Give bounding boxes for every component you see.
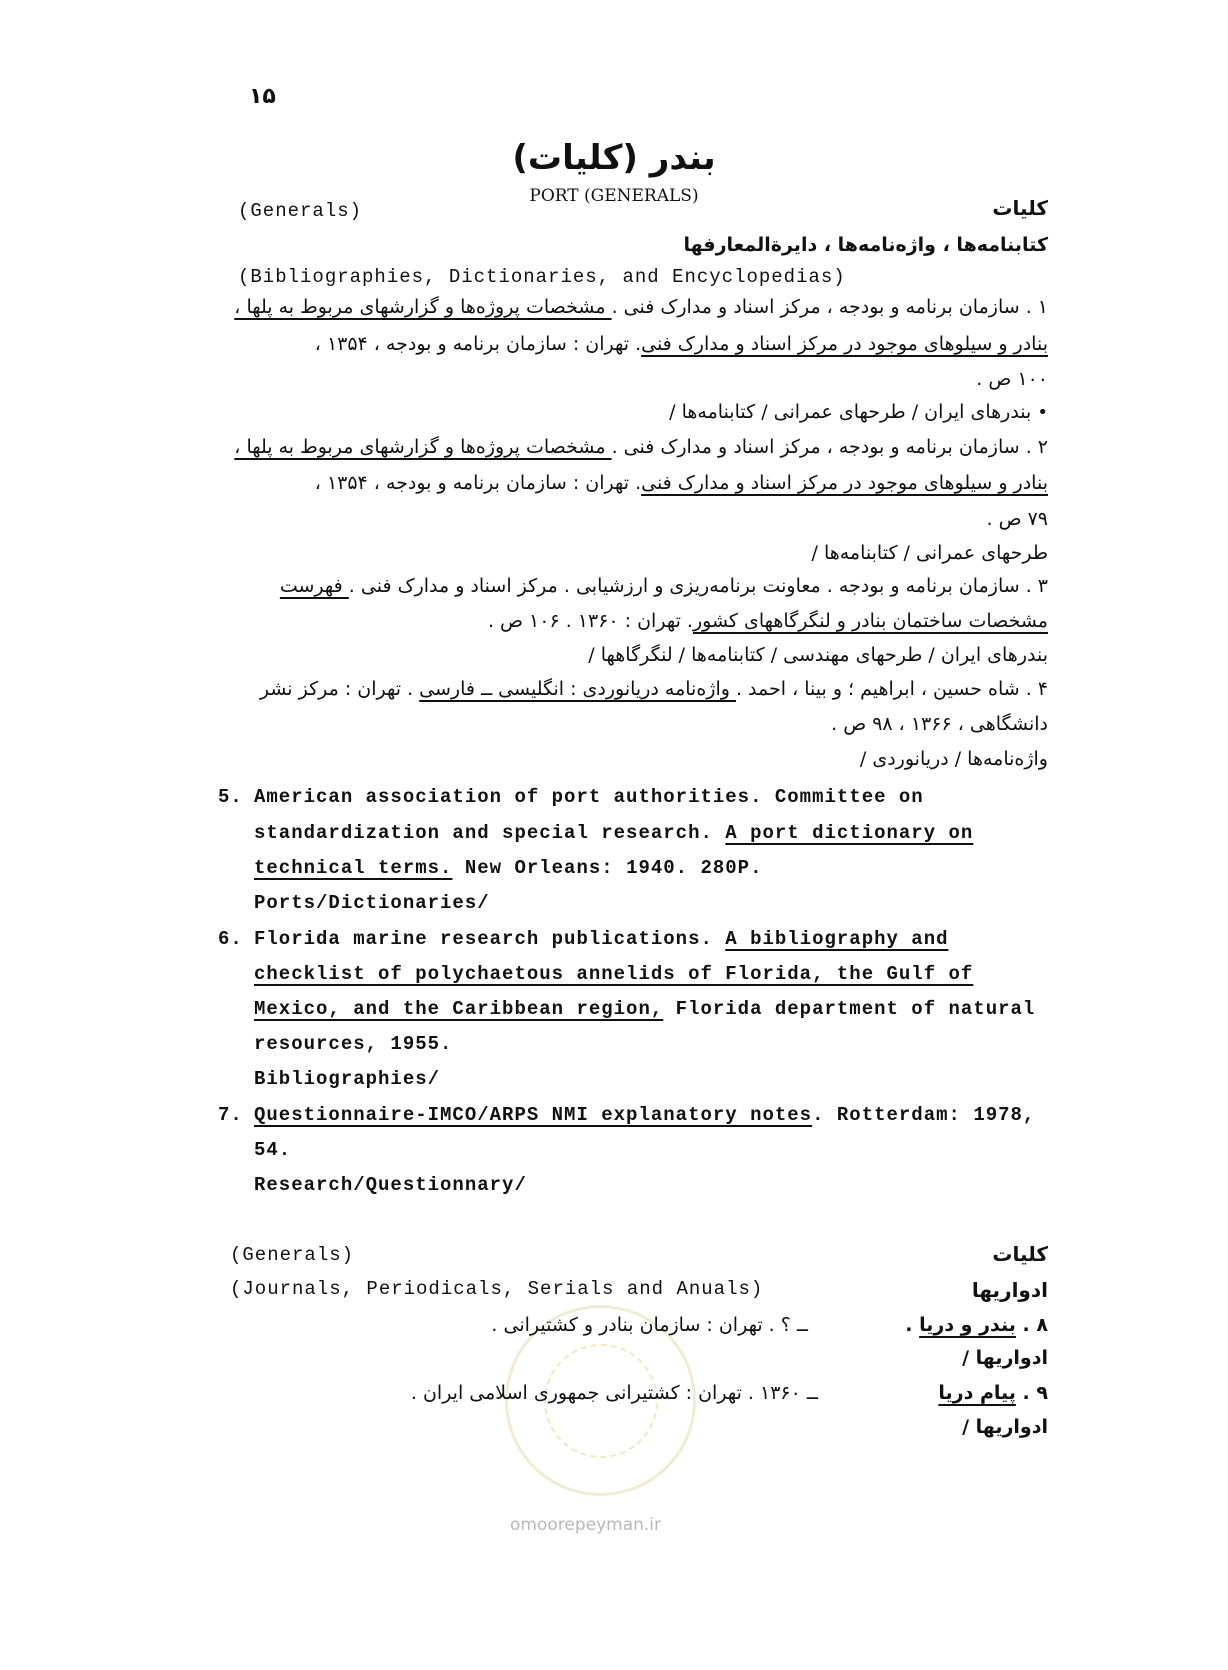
entry-1-title-b: بنادر و سیلوهای موجود در مرکز اسناد و مدارک فنی bbox=[641, 333, 1048, 355]
entry-4-line-2: دانشگاهی ، ۱۳۶۶ ، ۹۸ ص . bbox=[831, 713, 1048, 735]
periodical-8-imprint: ــ ؟ . تهران : سازمان بنادر و کشتیرانی . bbox=[491, 1314, 808, 1336]
entry-5-line-2: standardization and special research. A port dictionary on bbox=[254, 822, 974, 844]
entry-6-line-4: resources, 1955. bbox=[254, 1033, 453, 1055]
entry-5-subjects: Ports/Dictionaries/ bbox=[254, 892, 490, 914]
periodical-9-title: ۹ . پیام دریا bbox=[938, 1382, 1048, 1404]
entry-4-line-1: ۴ . شاه حسین ، ابراهیم ؛ و بینا ، احمد . واژه‌نامه دریانوردی : انگلیسی ــ فارسی . تهران : مرکز نشر bbox=[259, 678, 1048, 700]
entry-6-title-b: checklist of polychaetous annelids of Florida, the Gulf of bbox=[254, 963, 974, 985]
entry-3-title-b: مشخصات ساختمان بنادر و لنگرگاههای کشور bbox=[692, 610, 1048, 632]
entry-6-line-1: Florida marine research publications. A bibliography and bbox=[254, 928, 949, 950]
entry-3-title-a: فهرست bbox=[279, 575, 349, 597]
section-2-heading-fa: کلیات bbox=[992, 1242, 1048, 1266]
page-title-fa: بندر (کلیات) bbox=[512, 138, 716, 178]
page-title-en: PORT (GENERALS) bbox=[529, 186, 699, 206]
section-heading-fa: کلیات bbox=[992, 196, 1048, 220]
entry-7-title: Questionnaire-IMCO/ARPS NMI explanatory notes bbox=[254, 1104, 813, 1126]
entry-1-title-a: مشخصات پروژه‌ها و گزارشهای مربوط به پلها ، bbox=[234, 296, 612, 318]
entry-3-line-2: مشخصات ساختمان بنادر و لنگرگاههای کشور. تهران : ۱۳۶۰ . ۱۰۶ ص . bbox=[487, 610, 1048, 632]
periodical-9-subjects: ادواریها / bbox=[962, 1416, 1048, 1438]
entry-2-line-3: ۷۹ ص . bbox=[986, 508, 1048, 530]
entry-5-title-b: technical terms. bbox=[254, 857, 453, 879]
entry-2-title-b: بنادر و سیلوهای موجود در مرکز اسناد و مدارک فنی bbox=[641, 472, 1048, 494]
entry-3-line-1: ۳ . سازمان برنامه و بودجه . معاونت برنامه‌ریزی و ارزشیابی . مرکز اسناد و مدارک فنی . فهرست bbox=[279, 575, 1048, 597]
entry-1-line-1: ۱ . سازمان برنامه و بودجه ، مرکز اسناد و مدارک فنی . مشخصات پروژه‌ها و گزارشهای مربوط به پلها ، bbox=[234, 296, 1048, 318]
section-2-subheading-fa: ادواریها bbox=[971, 1278, 1048, 1302]
entry-2-title-a: مشخصات پروژه‌ها و گزارشهای مربوط به پلها ، bbox=[234, 436, 612, 458]
periodical-9-imprint: ــ ۱۳۶۰ . تهران : کشتیرانی جمهوری اسلامی ایران . bbox=[410, 1382, 818, 1404]
entry-7-line-1: Questionnaire-IMCO/ARPS NMI explanatory notes. Rotterdam: 1978, bbox=[254, 1104, 1036, 1126]
bullet-icon: • bbox=[1037, 402, 1048, 423]
page-number: ۱۵ bbox=[249, 84, 276, 109]
entry-1-subjects: • بندرهای ایران / طرحهای عمرانی / کتابنامه‌ها / bbox=[669, 401, 1048, 423]
watermark-site-text: omoorepeyman.ir bbox=[510, 1515, 662, 1535]
section-subheading-fa: کتابنامه‌ها ، واژه‌نامه‌ها ، دایرةالمعارفها bbox=[683, 234, 1048, 256]
entry-5-title-a: A port dictionary on bbox=[725, 822, 974, 844]
entry-5-line-3: technical terms. New Orleans: 1940. 280P. bbox=[254, 857, 763, 879]
entry-6-line-2 bbox=[254, 963, 973, 985]
periodical-8-title: ۸ . بندر و دریا . bbox=[905, 1314, 1048, 1336]
entry-4-title: واژه‌نامه دریانوردی : انگلیسی ــ فارسی bbox=[419, 678, 736, 700]
entry-6-subjects: Bibliographies/ bbox=[254, 1068, 441, 1090]
entry-3-subjects: بندرهای ایران / طرحهای مهندسی / کتابنامه‌ها / لنگرگاهها / bbox=[588, 644, 1048, 666]
entry-4-subjects: واژه‌نامه‌ها / دریانوردی / bbox=[859, 748, 1048, 770]
entry-5-line-1: American association of port authorities. Committee on bbox=[254, 786, 924, 808]
section-2-heading-en: (Generals) bbox=[230, 1244, 355, 1266]
entry-6-title-c: Mexico, and the Caribbean region, bbox=[254, 998, 664, 1020]
entry-1-line-3: ۱۰۰ ص . bbox=[976, 368, 1048, 390]
entry-1-line-2: بنادر و سیلوهای موجود در مرکز اسناد و مدارک فنی. تهران : سازمان برنامه و بودجه ، ۱۳۵۴ ، bbox=[314, 333, 1048, 355]
section-subheading-en: (Bibliographies, Dictionaries, and Encyclopedias) bbox=[238, 266, 846, 288]
periodical-8-subjects: ادواریها / bbox=[962, 1347, 1048, 1369]
section-heading-en: (Generals) bbox=[238, 200, 363, 222]
entry-7-line-2: 54. bbox=[254, 1139, 292, 1161]
entry-2-line-2: بنادر و سیلوهای موجود در مرکز اسناد و مدارک فنی. تهران : سازمان برنامه و بودجه ، ۱۳۵۴ ، bbox=[314, 472, 1048, 494]
entry-2-line-1: ۲ . سازمان برنامه و بودجه ، مرکز اسناد و مدارک فنی . مشخصات پروژه‌ها و گزارشهای مربوط به پلها ، bbox=[234, 436, 1048, 458]
entry-6-number: 6. bbox=[218, 928, 243, 950]
section-2-subheading-en: (Journals, Periodicals, Serials and Anuals) bbox=[230, 1278, 764, 1300]
entry-7-number: 7. bbox=[218, 1104, 243, 1126]
entry-7-subjects: Research/Questionnary/ bbox=[254, 1174, 527, 1196]
entry-2-subjects: طرحهای عمرانی / کتابنامه‌ها / bbox=[811, 542, 1048, 564]
entry-5-number: 5. bbox=[218, 786, 243, 808]
entry-6-title-a: A bibliography and bbox=[725, 928, 949, 950]
entry-6-line-3: Mexico, and the Caribbean region, Florida department of natural bbox=[254, 998, 1036, 1020]
